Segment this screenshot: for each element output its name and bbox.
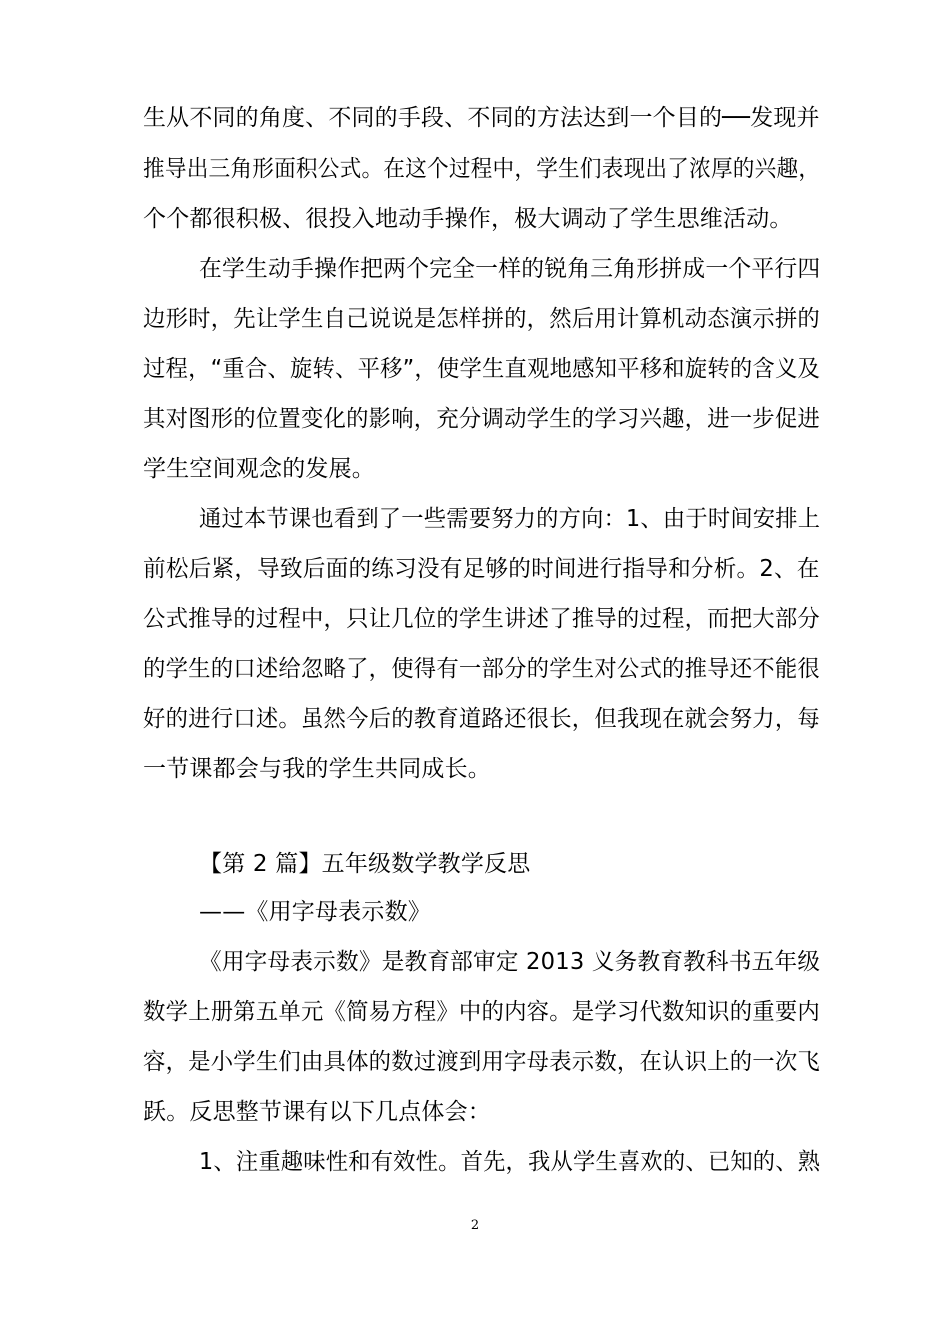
paragraph-line: 的学生的口述给忽略了，使得有一部分的学生对公式的推导还不能很 xyxy=(143,656,820,682)
paragraph-line: 通过本节课也看到了一些需要努力的方向：1、由于时间安排上 xyxy=(199,506,821,532)
paragraph-line: 学生空间观念的发展。 xyxy=(143,456,375,482)
page-number: 2 xyxy=(470,1218,480,1233)
paragraph-line: 一节课都会与我的学生共同成长。 xyxy=(143,756,491,782)
section-heading: 【第 2 篇】五年级数学教学反思 xyxy=(199,851,531,877)
paragraph-line: 边形时，先让学生自己说说是怎样拼的，然后用计算机动态演示拼的 xyxy=(143,306,820,332)
paragraph-line: 跃。反思整节课有以下几点体会： xyxy=(143,1099,491,1125)
paragraph-line: 好的进行口述。虽然今后的教育道路还很长，但我现在就会努力，每 xyxy=(143,706,820,732)
paragraph-line: 推导出三角形面积公式。在这个过程中，学生们表现出了浓厚的兴趣， xyxy=(143,156,821,182)
paragraph-line: 在学生动手操作把两个完全一样的锐角三角形拼成一个平行四 xyxy=(199,256,821,282)
paragraph-line: 过程，“重合、旋转、平移”，使学生直观地感知平移和旋转的含义及 xyxy=(143,356,821,382)
paragraph-line: 生从不同的角度、不同的手段、不同的方法达到一个目的──发现并 xyxy=(143,105,820,131)
paragraph-line: 个个都很积极、很投入地动手操作，极大调动了学生思维活动。 xyxy=(143,206,793,232)
paragraph-line: 容，是小学生们由具体的数过渡到用字母表示数，在认识上的一次飞 xyxy=(143,1049,820,1075)
paragraph-line: 公式推导的过程中，只让几位的学生讲述了推导的过程，而把大部分 xyxy=(143,606,820,632)
paragraph-line: 《用字母表示数》是教育部审定 2013 义务教育教科书五年级 xyxy=(199,949,821,975)
section-subtitle: ——《用字母表示数》 xyxy=(199,899,431,925)
paragraph-line: 1、注重趣味性和有效性。首先，我从学生喜欢的、已知的、熟 xyxy=(199,1149,821,1175)
paragraph-line: 前松后紧，导致后面的练习没有足够的时间进行指导和分析。2、在 xyxy=(143,556,820,582)
paragraph-line: 数学上册第五单元《简易方程》中的内容。是学习代数知识的重要内 xyxy=(143,999,820,1025)
paragraph-line: 其对图形的位置变化的影响，充分调动学生的学习兴趣，进一步促进 xyxy=(143,406,820,432)
